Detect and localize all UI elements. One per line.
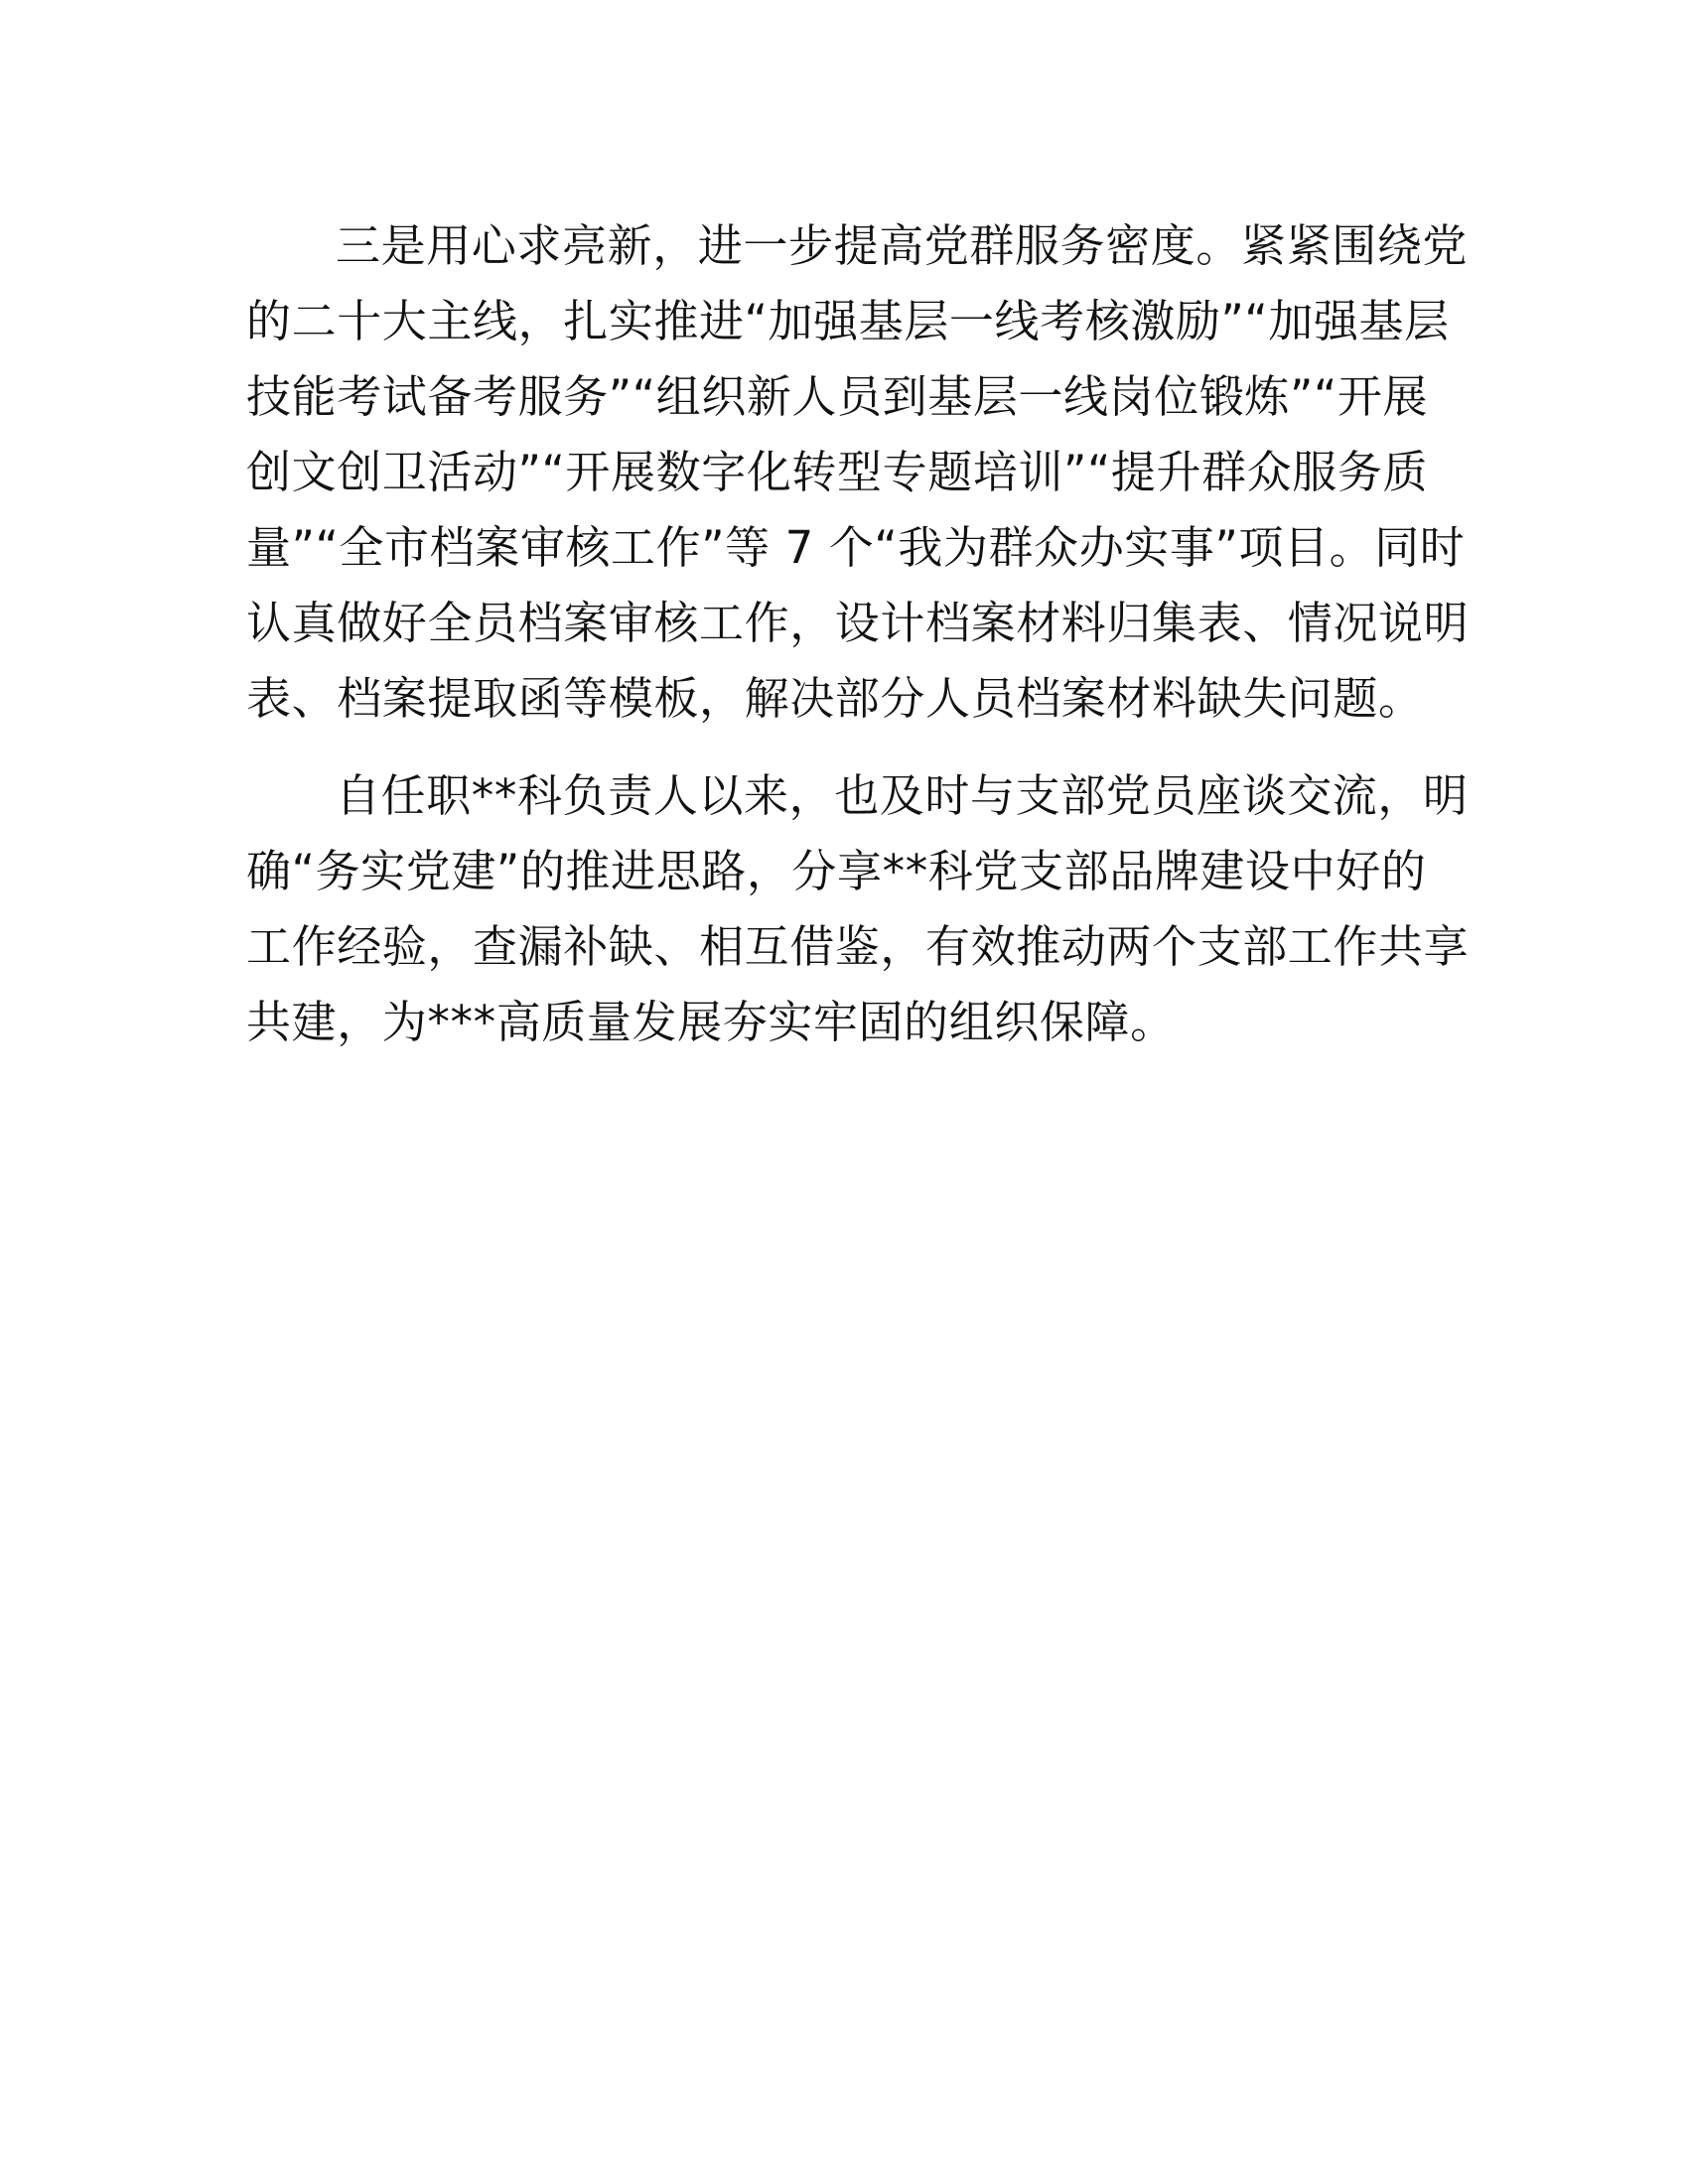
paragraph-line: 三是用心求亮新，进一步提高党群服务密度。紧紧围绕党 <box>336 219 1469 272</box>
paragraph-line: 量”“全市档案审核工作”等 7 个“我为群众办实事”项目。同时 <box>246 521 1466 574</box>
paragraph-line: 技能考试备考服务”“组织新人员到基层一线岗位锻炼”“开展 <box>246 370 1429 423</box>
document-body <box>246 208 1470 1060</box>
paragraph-line: 确“务实党建”的推进思路，分享**科党支部品牌建设中好的 <box>246 845 1427 897</box>
paragraph-line: 自任职**科负责人以来，也及时与支部党员座谈交流，明 <box>336 769 1469 822</box>
paragraph-2 <box>246 758 1470 1060</box>
paragraph-spacing <box>246 737 1434 758</box>
paragraph-line: 的二十大主线，扎实推进“加强基层一线考核激励”“加强基层 <box>246 295 1450 347</box>
paragraph-line: 共建，为***高质量发展夯实牢固的组织保障。 <box>246 996 1176 1048</box>
paragraph-line: 认真做好全员档案审核工作，设计档案材料归集表、情况说明 <box>246 597 1470 649</box>
paragraph-1 <box>246 208 1470 737</box>
paragraph-line: 工作经验，查漏补缺、相互借鉴，有效推动两个支部工作共享 <box>246 920 1470 973</box>
paragraph-line: 创文创卫活动”“开展数字化转型专题培训”“提升群众服务质 <box>246 446 1429 498</box>
paragraph-line: 表、档案提取函等模板，解决部分人员档案材料缺失问题。 <box>246 672 1424 725</box>
